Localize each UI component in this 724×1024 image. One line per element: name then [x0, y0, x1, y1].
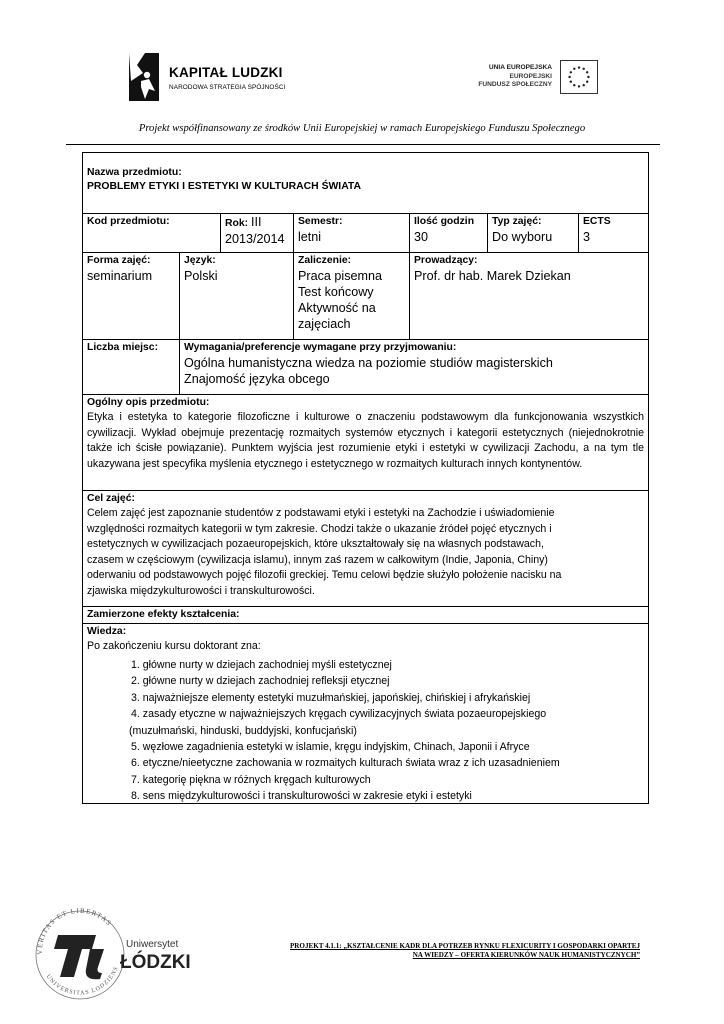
credit-label: Zaliczenie: — [298, 255, 352, 266]
goal-label: Cel zajęć: — [87, 493, 135, 504]
semester-label: Semestr: — [298, 216, 343, 227]
requirements-value-1: Ogólna humanistyczna wiedza na poziomie studiów magisterskich — [184, 356, 553, 370]
kapital-ludzki-flag-icon — [127, 51, 161, 103]
semester-cell — [293, 213, 410, 253]
semester-value: letni — [298, 230, 322, 244]
language-cell — [179, 252, 294, 340]
lecturer-cell — [409, 252, 649, 340]
language-value: Polski — [184, 269, 218, 283]
seats-cell — [82, 339, 180, 395]
eu-line-1: UNIA EUROPEJSKA — [488, 64, 552, 71]
year-label: Rok: — [225, 218, 249, 229]
requirements-cell — [179, 339, 649, 395]
eu-logo-text — [460, 64, 552, 90]
year-cell — [220, 213, 294, 253]
type-value: Do wyboru — [492, 230, 553, 244]
hours-label: Ilość godzin — [414, 216, 475, 227]
type-cell — [487, 213, 579, 253]
footer-project-line-2: NA WIEDZY – OFERTA KIERUNKÓW NAUK HUMANISTYCZNYCH” — [412, 951, 640, 959]
footer-project-line-1: PROJEKT 4.1.1: „KSZTAŁCENIE KADR DLA POTRZEB RYNKU FLEXICURITY I GOSPODARKI OPARTEJ — [289, 942, 640, 950]
outcomes-label: Zamierzone efekty kształcenia: — [87, 609, 240, 620]
svg-text:UNIVERSITAS LODZIENSIS: UNIVERSITAS LODZIENS — [44, 965, 120, 997]
knowledge-label: Wiedza: — [87, 626, 127, 637]
credit-value-2: Test końcowy — [298, 285, 374, 299]
list-item: 1. główne nurty w dziejach zachodniej myśli estetycznej — [131, 659, 392, 671]
uni-small-text: Uniwersytet — [126, 939, 179, 950]
eu-line-3: FUNDUSZ SPOŁECZNY — [478, 81, 552, 89]
eu-logo — [460, 60, 600, 100]
goal-line: estetycznych w cywilizacjach pozaeuropejskich, które ukształtowały się na własnych podstawach, — [87, 538, 544, 551]
seats-label: Liczba miejsc: — [87, 342, 159, 353]
footer-project-text — [215, 942, 640, 960]
list-item: 3. najważniejsze elementy estetyki muzułmańskiej, japońskiej, chińskiej i afrykańskiej — [131, 691, 531, 704]
goal-text — [87, 506, 644, 600]
course-code-label: Kod przedmiotu: — [87, 216, 170, 227]
kapital-ludzki-title: KAPITAŁ LUDZKI — [169, 65, 283, 80]
eu-flag-icon — [560, 60, 598, 94]
description-cell — [82, 394, 649, 491]
course-name-value: PROBLEMY ETYKI I ESTETYKI W KULTURACH ŚWIATA — [87, 181, 361, 192]
goal-line: Celem zajęć jest zapoznanie studentów z podstawami etyki i estetyki na Zachodzie i uświadomienie — [87, 507, 555, 519]
course-name-label: Nazwa przedmiotu: — [87, 167, 182, 178]
kapital-ludzki-subtitle: NARODOWA STRATEGIA SPÓJNOŚCI — [169, 84, 286, 91]
requirements-value-2: Znajomość języka obcego — [184, 372, 330, 386]
goal-line: czasem w częściowym (cywilizacja islamu), innym zaś razem w całkowitym (Indie, Japonia, Chiny) — [87, 553, 548, 566]
eu-line-2: EUROPEJSKI — [509, 72, 552, 80]
course-name-cell — [82, 152, 649, 214]
goal-line: oderwaniu od podstawowych pojęć filozofii greckiej. Temu celowi będzie służyło położenie nacisku na — [87, 569, 562, 582]
form-label: Forma zajęć: — [87, 255, 151, 266]
list-item: 7. kategorię piękna w różnych kręgach kulturowych — [131, 773, 371, 786]
description-text: Etyka i estetyka to kategorie filozoficzne i kulturowe o znaczeniu podstawowym dla funkcjonowania wszystkich cywilizacji. Wykład obejmuje prezentację rozmaitych systemów etycznych i kategorii estetycznych (niejednokrotnie także ich ścisłe powiązanie). Punktem wyjścia jest rozumienie etyki i estetyki w cywilizacji Zachodu, a na tym tle ukazywana jest specyfika myślenia etycznego i estetycznego w rozmaitych kulturach innych kontynentów. — [87, 411, 644, 470]
list-item: 2. główne nurty w dziejach zachodniej refleksji etycznej — [131, 675, 390, 688]
language-label: Język: — [184, 255, 216, 266]
ects-value: 3 — [583, 230, 591, 244]
ects-cell — [578, 213, 649, 253]
year-roman: III — [250, 215, 262, 229]
list-item: 4. zasady etyczne w najważniejszych kręgach cywilizacyjnych świata pozaeuropejskiego — [131, 708, 547, 721]
kapital-ludzki-logo — [125, 47, 290, 109]
list-item: (muzułmański, hinduski, buddyjski, konfucjański) — [129, 724, 357, 737]
credit-cell — [293, 252, 410, 340]
outcomes-cell — [82, 606, 649, 624]
form-cell — [82, 252, 180, 340]
uni-big-text: ŁÓDZKI — [120, 952, 191, 973]
credit-value-1: Praca pisemna — [298, 269, 382, 283]
credit-value-4: zajęciach — [298, 317, 351, 331]
form-value: seminarium — [87, 269, 153, 283]
hours-value: 30 — [414, 230, 429, 244]
type-label: Typ zajęć: — [492, 216, 542, 227]
year-value: 2013/2014 — [225, 232, 285, 246]
description-label: Ogólny opis przedmiotu: — [87, 397, 210, 408]
lecturer-label: Prowadzący: — [414, 255, 478, 266]
university-logo — [30, 905, 210, 1005]
course-code-cell — [82, 213, 221, 253]
goal-cell — [82, 490, 649, 607]
requirements-label: Wymagania/preferencje wymagane przy przyjmowaniu: — [184, 342, 457, 353]
list-item: 6. etyczne/nieetyczne zachowania w rozmaitych kulturach świata wraz z ich uzasadnieniem — [131, 757, 560, 770]
credit-value-3: Aktywność na — [298, 301, 376, 315]
list-item: 8. sens międzykulturowości i transkulturowości w zakresie etyki i estetyki — [131, 790, 472, 803]
knowledge-intro: Po zakończeniu kursu doktorant zna: — [87, 640, 261, 652]
knowledge-list — [131, 657, 560, 805]
university-seal-icon — [30, 905, 210, 1005]
goal-line: względności rozmaitych kategorii w tym zakresie. Chodzi także o ukazanie źródeł pojęć etycznych i — [87, 522, 552, 535]
project-cofinancing-line: Projekt współfinansowany ze środków Unii Europejskiej w ramach Europejskiego Funduszu Społecznego — [138, 123, 586, 134]
hours-cell — [409, 213, 488, 253]
goal-line: zjawiska międzykulturowości i transkulturowości. — [87, 584, 315, 597]
header-divider — [66, 144, 660, 145]
list-item: 5. węzłowe zagadnienia estetyki w islamie, kręgu indyjskim, Chinach, Japonii i Afryce — [131, 741, 530, 754]
lecturer-value: Prof. dr hab. Marek Dziekan — [414, 269, 571, 283]
ects-label: ECTS — [583, 216, 611, 227]
seal-lettering: VERITAS ET LIBERTAS — [35, 906, 114, 955]
